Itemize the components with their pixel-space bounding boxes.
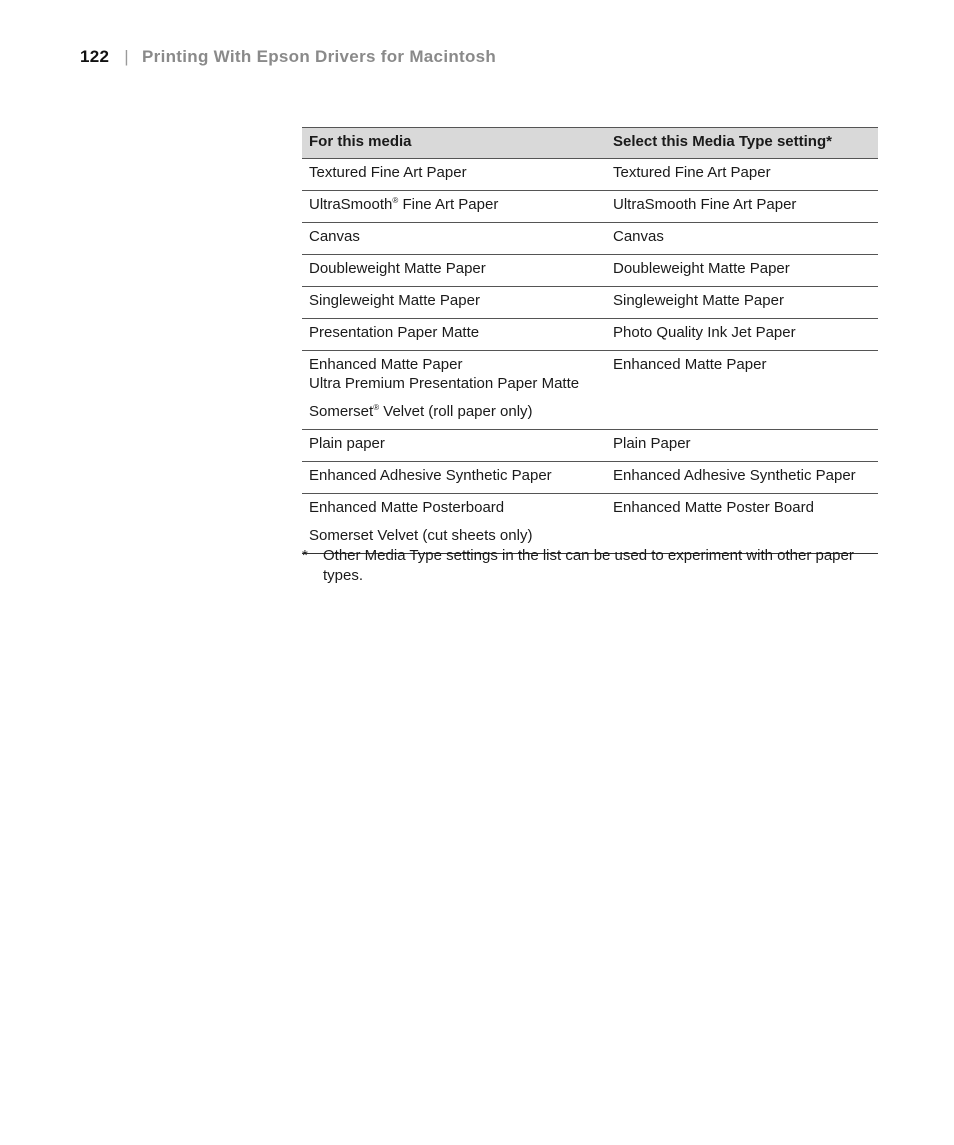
table-row bbox=[302, 223, 878, 255]
table-row bbox=[302, 351, 878, 430]
footnote-text: Other Media Type settings in the list can be used to experiment with other paper types. bbox=[323, 547, 854, 584]
table-row bbox=[302, 255, 878, 287]
registered-mark: ® bbox=[392, 196, 399, 205]
setting-cell: Doubleweight Matte Paper bbox=[606, 255, 878, 287]
media-cell: Textured Fine Art Paper bbox=[302, 159, 606, 191]
setting-cell: Enhanced Matte Paper bbox=[606, 351, 878, 430]
table-row bbox=[302, 494, 878, 554]
header-separator: | bbox=[124, 47, 130, 66]
running-header bbox=[80, 47, 496, 67]
registered-mark: ® bbox=[373, 403, 380, 412]
chapter-title: Printing With Epson Drivers for Macintosh bbox=[142, 47, 497, 66]
media-text: UltraSmooth bbox=[309, 196, 393, 213]
media-line bbox=[309, 402, 599, 421]
column-header-setting: Select this Media Type setting* bbox=[606, 128, 878, 159]
table-row bbox=[302, 430, 878, 462]
media-line: Enhanced Matte Posterboard bbox=[309, 499, 505, 516]
table-row bbox=[302, 287, 878, 319]
footnote bbox=[302, 546, 878, 586]
media-cell: Presentation Paper Matte bbox=[302, 319, 606, 351]
media-cell bbox=[302, 191, 606, 223]
setting-cell: Enhanced Matte Poster Board bbox=[606, 494, 878, 554]
media-type-table bbox=[302, 127, 878, 554]
media-line: Somerset Velvet (cut sheets only) bbox=[309, 527, 533, 544]
page-number: 122 bbox=[80, 47, 110, 66]
media-line: Enhanced Matte Paper bbox=[309, 356, 463, 373]
media-cell: Singleweight Matte Paper bbox=[302, 287, 606, 319]
media-cell: Doubleweight Matte Paper bbox=[302, 255, 606, 287]
media-text: Velvet (roll paper only) bbox=[379, 403, 533, 420]
table-row bbox=[302, 191, 878, 223]
media-line: Ultra Premium Presentation Paper Matte bbox=[309, 375, 580, 392]
setting-cell: UltraSmooth Fine Art Paper bbox=[606, 191, 878, 223]
footnote-mark: * bbox=[302, 547, 308, 564]
table-row bbox=[302, 462, 878, 494]
table-header-row bbox=[302, 128, 878, 159]
media-cell: Canvas bbox=[302, 223, 606, 255]
setting-cell: Canvas bbox=[606, 223, 878, 255]
setting-cell: Enhanced Adhesive Synthetic Paper bbox=[606, 462, 878, 494]
media-text: Somerset bbox=[309, 403, 374, 420]
setting-cell: Textured Fine Art Paper bbox=[606, 159, 878, 191]
setting-cell: Plain Paper bbox=[606, 430, 878, 462]
media-cell: Enhanced Adhesive Synthetic Paper bbox=[302, 462, 606, 494]
column-header-media: For this media bbox=[302, 128, 606, 159]
media-cell bbox=[302, 494, 606, 554]
table-row bbox=[302, 159, 878, 191]
media-cell bbox=[302, 351, 606, 430]
setting-cell: Singleweight Matte Paper bbox=[606, 287, 878, 319]
setting-cell: Photo Quality Ink Jet Paper bbox=[606, 319, 878, 351]
table-row bbox=[302, 319, 878, 351]
media-cell: Plain paper bbox=[302, 430, 606, 462]
media-text: Fine Art Paper bbox=[398, 196, 499, 213]
